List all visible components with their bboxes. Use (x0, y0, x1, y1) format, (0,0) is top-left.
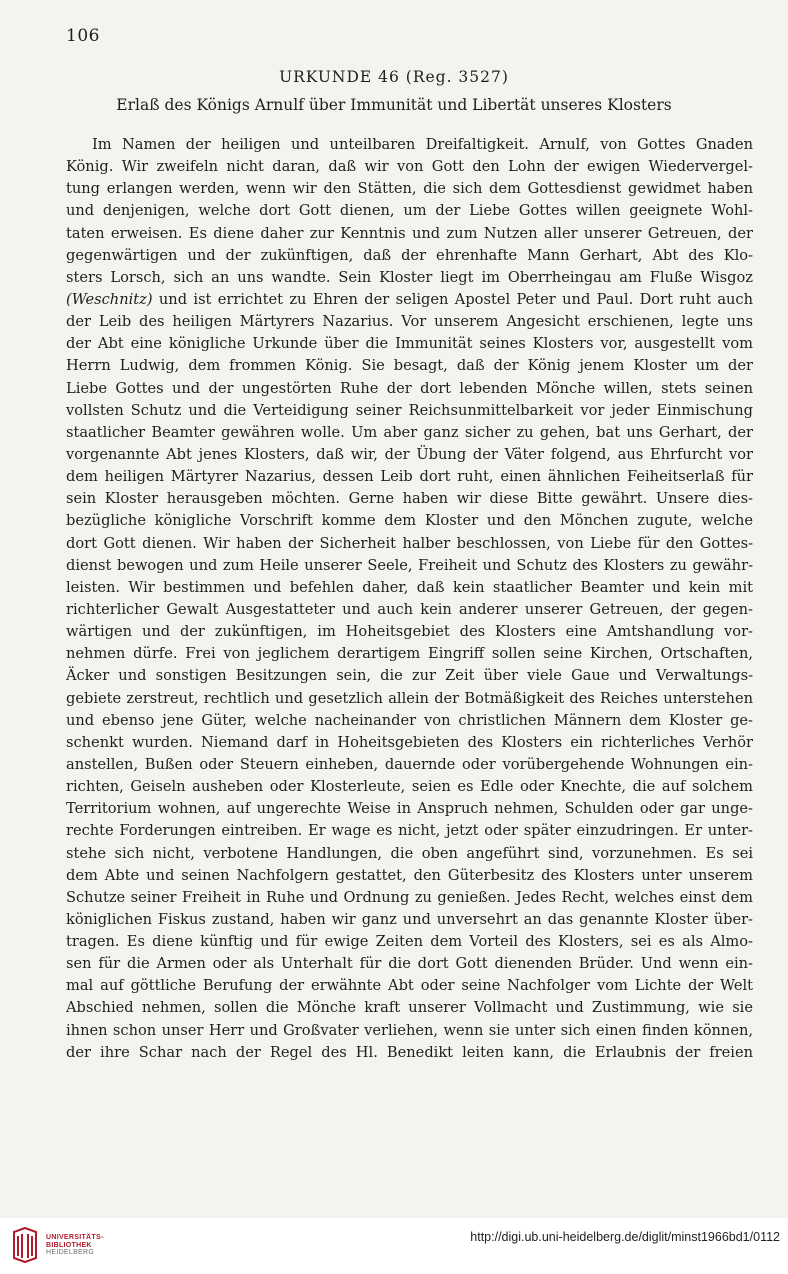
text-line: vollsten Schutz und die Verteidigung seiner Reichsunmittelbarkeit vor jeder Einmischung (66, 401, 753, 419)
text-line: dienst bewogen und zum Heile unserer Seele, Freiheit und Schutz des Klosters zu gewähr- (66, 556, 753, 574)
document-subheading: Erlaß des Königs Arnulf über Immunität und Libertät unseres Klosters (116, 96, 672, 114)
text-line: und denjenigen, welche dort Gott dienen, um der Liebe Gottes willen geeignete Wohl- (66, 202, 753, 220)
text-line: Liebe Gottes und der ungestörten Ruhe der dort lebenden Mönche willen, stets seinen (66, 379, 753, 397)
document-heading: URKUNDE 46 (Reg. 3527) (279, 68, 509, 86)
text-line: und ebenso jene Güter, welche nacheinander von christlichen Männern dem Kloster ge- (66, 711, 753, 729)
text-line: bezügliche königliche Vorschrift komme dem Kloster und den Mönchen zugute, welche (66, 512, 753, 530)
text-line: dort Gott dienen. Wir haben der Sicherheit halber beschlossen, von Liebe für den Gottes- (66, 534, 753, 552)
text-line-with-italic (66, 289, 753, 311)
library-logo-text (46, 1234, 104, 1257)
text-line: der Leib des heiligen Märtyrers Nazarius. Vor unserem Angesicht erschienen, legte uns (66, 313, 753, 331)
text-line: rechte Forderungen eintreiben. Er wage es nicht, jetzt oder später einzudringen. Er unter- (66, 822, 753, 840)
text-line: taten erweisen. Es diene daher zur Kenntnis und zum Nutzen aller unserer Getreuen, der (66, 224, 753, 242)
text-line: sen für die Armen oder als Unterhalt für die dort Gott dienenden Brüder. Und wenn ein- (66, 955, 753, 973)
text-line: ihnen schon unser Herr und Großvater verliehen, wenn sie unter sich einen finden können, (66, 1021, 753, 1039)
text-line: Äcker und sonstigen Besitzungen sein, die zur Zeit über viele Gaue und Verwaltungs- (66, 667, 753, 685)
text-line: dem Abte und seinen Nachfolgern gestattet, den Güterbesitz des Klosters unter unserem (66, 866, 753, 884)
text-line: nehmen dürfe. Frei von jeglichem derartigem Eingriff sollen seine Kirchen, Ortschaften, (66, 645, 753, 663)
text-line: der Abt eine königliche Urkunde über die Immunität seines Klosters vor, ausgestellt vom (66, 335, 753, 353)
text-line-rest: und ist errichtet zu Ehren der seligen Apostel Peter und Paul. Dort ruht auch (158, 290, 753, 308)
text-line: richterlicher Gewalt Ausgestatteter und auch kein anderer unserer Getreuen, der gegen- (66, 600, 753, 618)
text-line: sein Kloster herausgeben möchten. Gerne haben wir diese Bitte gewährt. Unsere dies- (66, 490, 753, 508)
university-library-logo-icon (10, 1226, 40, 1264)
text-line: tragen. Es diene künftig und für ewige Zeiten dem Vorteil des Klosters, sei es als Almo- (66, 933, 753, 951)
source-url-link[interactable]: http://digi.ub.uni-heidelberg.de/diglit/minst1966bd1/0112 (470, 1230, 780, 1244)
text-line: anstellen, Bußen oder Steuern einheben, dauernde oder vorübergehende Wohnungen ein- (66, 755, 753, 773)
logo-line-2: BIBLIOTHEK (46, 1241, 92, 1249)
text-line: staatlicher Beamter gewähren wolle. Um aber ganz sicher zu gehen, bat uns Gerhart, der (66, 423, 753, 441)
text-line: leisten. Wir bestimmen und befehlen daher, daß kein staatlicher Beamter und kein mit (66, 578, 753, 596)
text-line: vorgenannte Abt jenes Klosters, daß wir, der Übung der Väter folgend, aus Ehrfurcht vor (66, 445, 753, 463)
text-line: wärtigen und der zukünftigen, im Hoheitsgebiet des Klosters eine Amtshandlung vor- (66, 623, 753, 641)
text-line: mal auf göttliche Berufung der erwähnte Abt oder seine Nachfolger vom Lichte der Welt (66, 977, 753, 995)
text-line: König. Wir zweifeln nicht daran, daß wir von Gott den Lohn der ewigen Wiedervergel- (66, 158, 753, 176)
text-line: Territorium wohnen, auf ungerechte Weise in Anspruch nehmen, Schulden oder gar unge- (66, 800, 753, 818)
text-line: Schutze seiner Freiheit in Ruhe und Ordnung zu genießen. Jedes Recht, welches einst dem (66, 888, 753, 906)
text-line: sters Lorsch, sich an uns wandte. Sein Kloster liegt im Oberrheingau am Fluße Wisgoz (66, 268, 753, 286)
text-line: gebiete zerstreut, rechtlich und gesetzlich allein der Botmäßigkeit des Reiches unterstehen (66, 689, 753, 707)
body-text (66, 134, 753, 1064)
text-line: tung erlangen werden, wenn wir den Stätten, die sich dem Gottesdienst gewidmet haben (66, 180, 753, 198)
italic-river-name: (Weschnitz) (66, 290, 153, 308)
text-line: Abschied nehmen, sollen die Mönche kraft unserer Vollmacht und Zustimmung, wie sie (66, 999, 753, 1017)
text-line: der ihre Schar nach der Regel des Hl. Benedikt leiten kann, die Erlaubnis der freien (66, 1043, 753, 1061)
logo-line-1: UNIVERSITÄTS- (46, 1234, 104, 1241)
page-number: 106 (66, 26, 100, 46)
text-line: richten, Geiseln ausheben oder Klosterleute, seien es Edle oder Knechte, die auf solchem (66, 778, 753, 796)
text-line: gegenwärtigen und der zukünftigen, daß der ehrenhafte Mann Gerhart, Abt des Klo- (66, 246, 753, 264)
text-line: Herrn Ludwig, dem frommen König. Sie besagt, daß der König jenem Kloster um der (66, 357, 753, 375)
text-line: königlichen Fiskus zustand, haben wir ganz und unversehrt an das genannte Kloster über- (66, 910, 753, 928)
text-line: stehe sich nicht, verbotene Handlungen, die oben angeführt sind, vorzunehmen. Es sei (66, 844, 753, 862)
footer-bar (0, 1218, 788, 1274)
text-line: schenkt wurden. Niemand darf in Hoheitsgebieten des Klosters ein richterliches Verhör (66, 733, 753, 751)
text-line: Im Namen der heiligen und unteilbaren Dreifaltigkeit. Arnulf, von Gottes Gnaden (92, 136, 753, 153)
text-line: dem heiligen Märtyrer Nazarius, dessen Leib dort ruht, einen ähnlichen Feiheitserlaß für (66, 468, 753, 486)
logo-line-3: HEIDELBERG (46, 1249, 95, 1256)
